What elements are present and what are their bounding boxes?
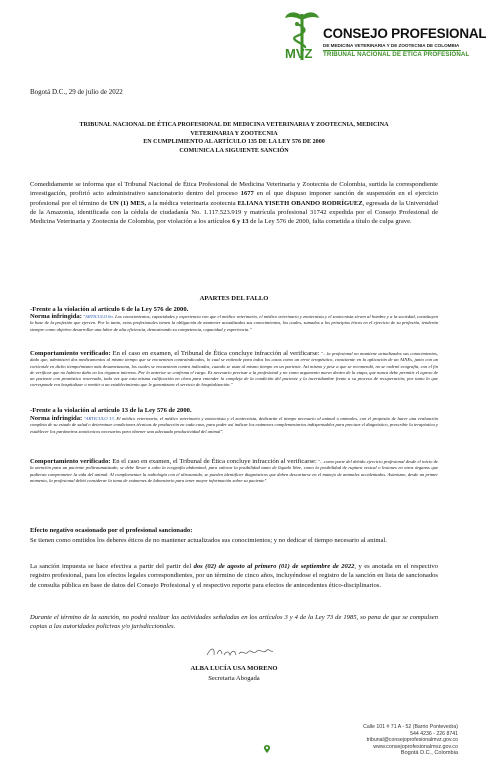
norma-ref: "ARTICULO 6o. [83, 314, 114, 319]
sancion-text-1: La sanción impuesta se hace efectiva a partir del partir del [30, 563, 194, 570]
nota-paragraph: Durante el término de la sanción, no podrá realizar las actividades señaladas en los artículos 3 y 4 de la Ley 73 de 1985, so pena de que se compulsen copias a las autoridades policivas y/o jurisdiccionales. [30, 614, 438, 631]
apartes-title: APARTES DEL FALLO [199, 295, 269, 302]
violation-1-norma [30, 314, 438, 333]
intro-text-4: , egresada de la Universidad de la Amazonia, identificada con la cédula de ciudadanía No. 1.117.523.919 y matrícula profesional 31742 expedida por el Consejo Profesional de Medicina Veterinaria y Zootecnia de Colombia, por violación a los artículos [30, 199, 439, 226]
comportamiento-text: "…la profesional no mantiene actualizados sus conocimientos, dado que, administró dos medicamentos al mismo tiempo que se encuentran contraindicados, lo cual se entiende para todos los casos como un error terapéutico, consistente en la aplicación de un AINEs, junto con un corticoide en dicho tiempo/mismo más dexametasona, los cuales se encuentran contra indicados, cuando se usan al mismo tiempo en un paciente. Así mismo y pese a que se recomendó, no se ordenó ecografía, con el fin de verificar que no hubiera daño en los órganos internos. Por lo anterior se confirma el cargo. Es necesario precisar a la profesional y no como argumento nuevo dentro de la etapa, que nunca debe permitir el egreso de un paciente con pronóstico reservado, toda vez que esta misma calificación en clara para entender la compleja de la condición del paciente y la incertidumbre frente a su proceso de recuperación; por tanto lo que corresponde era hospitalizar o remitir a un establecimiento que le garantizara el servicio de hospitalización." [30, 351, 438, 388]
sancion-paragraph [30, 562, 438, 590]
efecto-title: Efecto negativo ocasionado por el profesional sancionado: [30, 527, 193, 534]
norma-ref: "ARTICULO 13. [83, 416, 115, 421]
violation-2-norma [30, 416, 438, 435]
heading-line-3: EN CUMPLIMIENTO AL ARTÍCULO 135 DE LA LEY 576 DE 2000 [143, 139, 325, 146]
heading-line-2: VETERINARIA Y ZOOTECNIA [190, 130, 278, 137]
footer-email[interactable]: tribunal@consejoprofesionalmvz.gov.co [366, 737, 458, 744]
location-pin-icon [262, 744, 272, 754]
intro-text-5: de la Ley 576 de 2000, falta cometida a título de culpa grave. [248, 218, 412, 226]
intro-text-2: en el que dispuso imponer sanción de suspensión en el ejercicio profesional por el término de [30, 190, 439, 207]
norma-label: Norma infringida: [30, 313, 82, 320]
footer-city: Bogotá D.C., Colombia [400, 750, 458, 757]
council-logo [283, 8, 486, 64]
caduceus-emblem-icon [283, 8, 321, 62]
signer-name: ALBA LUCÍA USA MORENO [190, 665, 278, 672]
footer-website[interactable]: www.consejoprofesionalmvz.gov.co [373, 743, 458, 750]
efecto-text: Se tienen como omitidos los deberes éticos de no mantener actualizados sus conocimientos; y no dedicar el tiempo necesario al animal. [30, 537, 387, 544]
norma-text: El médico veterinario, el médico veterinario y zootecnista y el zootecnista, dedicarán el tiempo necesario al animal o animales, con el propósito de hacer una evaluación completa de su estado de salud o determinar condiciones técnicas de producción en cada caso, para poder así indicar los exámenes complementarios indispensables para precisar el diagnóstico, prescribir la terapéutica y establecer los parámetros zootécnicos necesarios para obtener una adecuada productividad del animal". [30, 416, 439, 434]
footer-contact [363, 724, 458, 757]
signer-role: Secretaria Abogada [208, 674, 260, 682]
violated-articles: 6 y 13 [232, 218, 249, 226]
emblem-letters: MVZ [285, 46, 313, 61]
heading-line-1: TRIBUNAL NACIONAL DE ÉTICA PROFESIONAL DE MEDICINA VETERINARIA Y ZOOTECNIA, MEDICINA [79, 122, 389, 128]
footer-phone: 544 4236 - 226 8741 [410, 730, 458, 737]
comportamiento-label: Comportamiento verificado: [30, 458, 111, 465]
heading-line-4: COMUNICA LA SIGUIENTE SANCIÓN [179, 147, 289, 154]
sancion-dates: dos (02) de agosto al primero (01) de septiembre de 2022 [193, 563, 355, 570]
norma-text: Los conocimientos, capacidades y experiencia con que el médico veterinario, el médico veterinario y zootecnista y el zootecnista sirven al hombre y a la sociedad, constituyen la base de la profesión que ejercen. Por lo tanto, estos profesionales tienen la obligación de mantener actualizados sus conocimientos, los cuales, sumados a los principios éticos en el ejercicio de su profesión, tenderán siempre como objetivo desarrollar una labor de alta eficiencia, demostrando su competencia, capacidad y experiencia." [30, 314, 438, 332]
comportamiento-label: Comportamiento verificado: [30, 350, 111, 357]
intro-text-3: a la médica veterinaria zootecnia [146, 199, 238, 207]
intro-text-1: Comedidamente se informa que el Tribunal Nacional de Ética Profesional de Medicina Veterinaria y Zootecnia de Colombia, surtida la correspondiente investigación, profirió acto administrativo sancionatorio dentro del proceso [30, 181, 438, 198]
comportamiento-intro: En el caso en examen, el Tribunal de Ética concluye infracción al verificarse: [110, 350, 320, 357]
handwritten-signature [205, 645, 275, 659]
footer-address: Calle 101 # 71 A - 52 (Barrio Pontevedra) [363, 724, 458, 730]
violation-1-title: -Frente a la violación al artículo 6 de la Ley 576 de 2000. [30, 306, 189, 313]
violation-2-title: -Frente a la violación al artículo 13 de la Ley 576 de 2000. [30, 407, 192, 414]
process-number: 1677 [240, 190, 254, 198]
sanctioned-name: ELIANA YISETH OBANDO RODRÍGUEZ [237, 199, 363, 207]
sanction-term: UN (1) MES, [109, 199, 147, 207]
document-heading [30, 121, 438, 155]
comportamiento-text: "…como parte del debido ejercicio profesional desde el inicio de la atención para un paciente politraumatizado, se debe llevar a cabo la ecografía abdominal, para valorar la posibilidad tanto de líquido libre, como la posibilidad de ruptura vesical o lesiones en otros órganos que pudieran comprometer la vida del animal. Al complementar la radiología con el ultrasonido, se pueden identificar diagnósticos que deben descartarse en el manejo de animales accidentados. Asimismo, desde un primer momento, la profesional debió considerar la toma de exámenes de laboratorio para tener mayor información sobre su paciente". [30, 459, 439, 483]
comportamiento-intro: En el caso en examen, el Tribunal de Ética concluye infracción al verificarse: [110, 458, 317, 465]
signer-block [30, 664, 438, 683]
org-subtitle: DE MEDICINA VETERINARIA Y DE ZOOTECNIA DE COLOMBIA [323, 43, 460, 48]
intro-paragraph [30, 180, 438, 226]
norma-label: Norma infringida: [30, 415, 83, 422]
org-name: CONSEJO PROFESIONAL [323, 26, 486, 41]
violation-1-comportamiento [30, 351, 438, 389]
sancion-text-2: , y es anotada en el respectivo registro profesional, para los efectos legales correspondientes, por un término de cinco años, incluyéndose el registro de la sanción en lista de sancionados de consulta pública en base de datos del Consejo Profesional y el respectivo reporte para efectos de antecedentes ético-disciplinarios. [30, 563, 438, 589]
org-tribunal: TRIBUNAL NACIONAL DE ÉTICA PROFESIONAL [323, 51, 470, 58]
violation-2-comportamiento [30, 459, 438, 484]
letter-date: Bogotá D.C., 29 de julio de 2022 [30, 88, 123, 96]
